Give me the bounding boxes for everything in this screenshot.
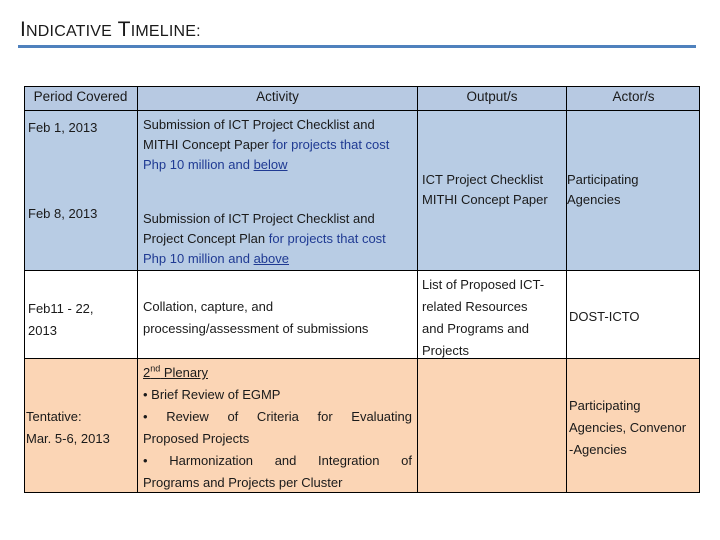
table-row-period: Feb 1, 2013 Feb 8, 2013 (24, 110, 137, 270)
table-row-actor: DOST-ICTO (566, 270, 700, 358)
header-period-covered: Period Covered (24, 86, 137, 110)
plenary-heading: 2nd Plenary (143, 363, 208, 380)
header-outputs: Output/s (417, 86, 566, 110)
title-underline (18, 45, 696, 48)
page-title: INDICATIVE TIMELINE: (20, 18, 201, 41)
table-row-actor: Participating Agencies, Convenor -Agencies (566, 358, 700, 493)
table-row-activity: Collation, capture, and processing/assessment of submissions (137, 270, 417, 358)
table-row-output (417, 358, 566, 493)
table-row-period: Tentative: Mar. 5-6, 2013 (24, 358, 137, 493)
table-row-period: Feb11 - 22, 2013 (24, 270, 137, 358)
merged-actor-cell: Participating Agencies (566, 110, 700, 270)
header-actors: Actor/s (566, 86, 700, 110)
merged-output-cell: ICT Project Checklist MITHI Concept Paper (417, 110, 566, 270)
header-activity: Activity (137, 86, 417, 110)
table-row-output: List of Proposed ICT- related Resources and Programs and Projects (417, 270, 566, 358)
table-row-activity: 2nd Plenary • Brief Review of EGMP • Review of Criteria for Evaluating Proposed Projects • Harmonization and Integration of Programs and Projects per Cluster (137, 358, 417, 493)
table-row-activity: Submission of ICT Project Checklist and MITHI Concept Paper for projects that cost Php 10 million and below Submission of ICT Project Checklist and Project Concept Plan for projects that cost Php 10 million and above (137, 110, 417, 270)
